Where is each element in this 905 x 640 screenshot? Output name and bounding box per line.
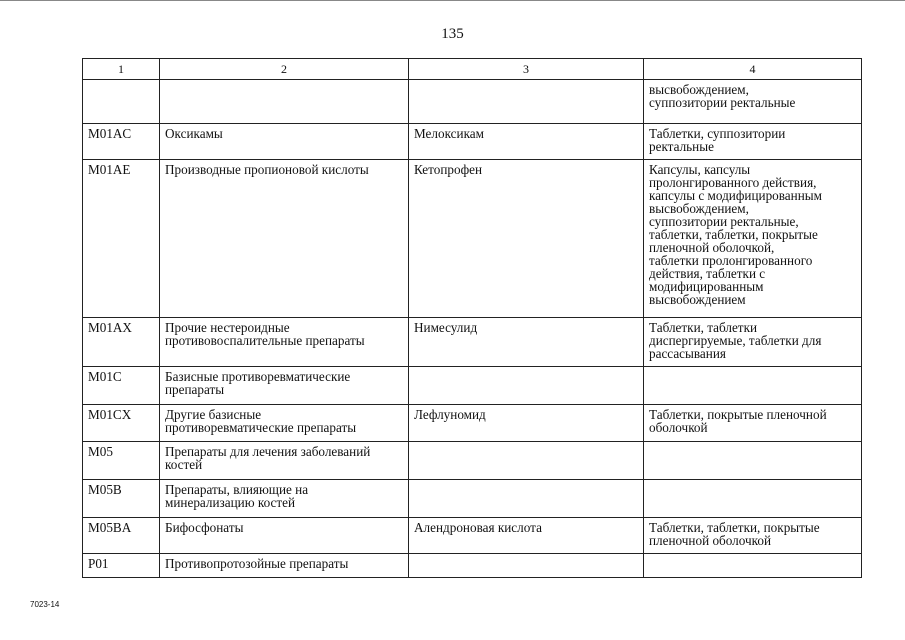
substance-cell bbox=[409, 318, 644, 367]
table-body bbox=[83, 80, 862, 578]
atc-code-cell bbox=[83, 124, 160, 160]
atc-code-cell bbox=[83, 160, 160, 318]
atc-code-cell-text: M01CX bbox=[88, 407, 132, 422]
atc-code-cell-text: M05B bbox=[88, 482, 122, 497]
footer-code: 7023-14 bbox=[30, 600, 60, 609]
atc-code-cell bbox=[83, 318, 160, 367]
atc-code-cell bbox=[83, 405, 160, 442]
substance-cell bbox=[409, 80, 644, 124]
header-row bbox=[83, 59, 862, 80]
table-row bbox=[83, 124, 862, 160]
table-row bbox=[83, 160, 862, 318]
substance-cell bbox=[409, 405, 644, 442]
dosage-forms-cell-text: Таблетки, покрытые пленочной оболочкой bbox=[649, 407, 827, 435]
dosage-forms-cell bbox=[644, 160, 862, 318]
table-row bbox=[83, 80, 862, 124]
group-name-cell bbox=[160, 80, 409, 124]
column-header: 1 bbox=[83, 59, 160, 80]
atc-code-cell-text: M01C bbox=[88, 369, 122, 384]
dosage-forms-cell-text: Капсулы, капсулы пролонгированного действия, капсулы с модифицированным высвобождением, суппозитории ректальные, таблетки, таблетки, покрытые пленочной оболочкой, таблетки пролонгированного действия, таблетки с модифицированным высвобождением bbox=[649, 162, 822, 307]
atc-code-cell bbox=[83, 518, 160, 554]
group-name-cell bbox=[160, 367, 409, 405]
column-header: 4 bbox=[644, 59, 862, 80]
dosage-forms-cell bbox=[644, 80, 862, 124]
substance-cell bbox=[409, 518, 644, 554]
group-name-cell-text: Другие базисные противоревматические препараты bbox=[165, 407, 357, 435]
group-name-cell-text: Базисные противоревматические препараты bbox=[165, 369, 351, 397]
substance-cell bbox=[409, 480, 644, 518]
substance-cell bbox=[409, 367, 644, 405]
atc-code-cell-text: M05BA bbox=[88, 520, 132, 535]
group-name-cell bbox=[160, 518, 409, 554]
substance-cell bbox=[409, 442, 644, 480]
dosage-forms-cell-text: Таблетки, таблетки диспергируемые, таблетки для рассасывания bbox=[649, 320, 822, 361]
substance-cell bbox=[409, 124, 644, 160]
group-name-cell-text: Оксикамы bbox=[165, 126, 223, 141]
drug-table bbox=[82, 58, 862, 578]
table-row bbox=[83, 518, 862, 554]
substance-cell-text: Лефлуномид bbox=[414, 407, 486, 422]
group-name-cell-text: Препараты, влияющие на минерализацию костей bbox=[165, 482, 309, 510]
group-name-cell-text: Препараты для лечения заболеваний костей bbox=[165, 444, 371, 472]
substance-cell bbox=[409, 554, 644, 578]
atc-code-cell-text: M01AE bbox=[88, 162, 131, 177]
group-name-cell bbox=[160, 318, 409, 367]
dosage-forms-cell-text: Таблетки, суппозитории ректальные bbox=[649, 126, 786, 154]
group-name-cell bbox=[160, 160, 409, 318]
group-name-cell bbox=[160, 405, 409, 442]
substance-cell-text: Кетопрофен bbox=[414, 162, 483, 177]
atc-code-cell-text: M01AC bbox=[88, 126, 132, 141]
group-name-cell-text: Производные пропионовой кислоты bbox=[165, 162, 369, 177]
atc-code-cell bbox=[83, 480, 160, 518]
atc-code-cell bbox=[83, 442, 160, 480]
group-name-cell-text: Противопротозойные препараты bbox=[165, 556, 349, 571]
dosage-forms-cell bbox=[644, 124, 862, 160]
dosage-forms-cell bbox=[644, 518, 862, 554]
group-name-cell bbox=[160, 480, 409, 518]
atc-code-cell-text: P01 bbox=[88, 556, 109, 571]
substance-cell-text: Мелоксикам bbox=[414, 126, 484, 141]
table-row bbox=[83, 318, 862, 367]
substance-cell-text: Алендроновая кислота bbox=[414, 520, 542, 535]
dosage-forms-cell-text: Таблетки, таблетки, покрытые пленочной оболочкой bbox=[649, 520, 820, 548]
table-row bbox=[83, 442, 862, 480]
atc-code-cell-text: M05 bbox=[88, 444, 113, 459]
dosage-forms-cell bbox=[644, 318, 862, 367]
dosage-forms-cell bbox=[644, 442, 862, 480]
dosage-forms-cell bbox=[644, 554, 862, 578]
column-header: 3 bbox=[409, 59, 644, 80]
table-row bbox=[83, 405, 862, 442]
dosage-forms-cell-text: высвобождением, суппозитории ректальные bbox=[649, 82, 796, 110]
group-name-cell-text: Бифосфонаты bbox=[165, 520, 244, 535]
table-row bbox=[83, 480, 862, 518]
dosage-forms-cell bbox=[644, 480, 862, 518]
substance-cell bbox=[409, 160, 644, 318]
group-name-cell bbox=[160, 442, 409, 480]
atc-code-cell-text: M01AX bbox=[88, 320, 132, 335]
atc-code-cell bbox=[83, 80, 160, 124]
page-number: 135 bbox=[441, 26, 464, 42]
group-name-cell-text: Прочие нестероидные противовоспалительные препараты bbox=[165, 320, 365, 348]
top-rule bbox=[0, 0, 905, 1]
column-header: 2 bbox=[160, 59, 409, 80]
group-name-cell bbox=[160, 124, 409, 160]
dosage-forms-cell bbox=[644, 367, 862, 405]
table-row bbox=[83, 367, 862, 405]
table-row bbox=[83, 554, 862, 578]
substance-cell-text: Нимесулид bbox=[414, 320, 478, 335]
dosage-forms-cell bbox=[644, 405, 862, 442]
group-name-cell bbox=[160, 554, 409, 578]
atc-code-cell bbox=[83, 554, 160, 578]
atc-code-cell bbox=[83, 367, 160, 405]
